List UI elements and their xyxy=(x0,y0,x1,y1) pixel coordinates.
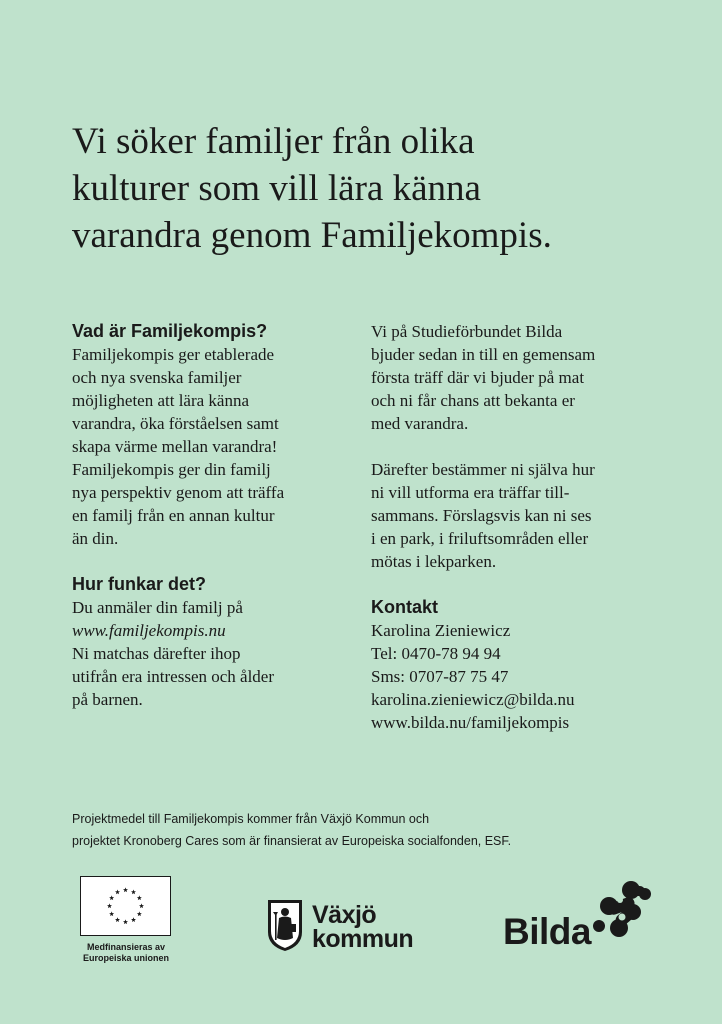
text-line: sammans. Förslagsvis kan ni ses xyxy=(371,506,592,525)
familjekompis-link[interactable]: www.familjekompis.nu xyxy=(72,621,226,640)
eu-star xyxy=(137,911,142,916)
text-line: än din. xyxy=(72,529,119,548)
headline-line: Vi söker familjer från olika xyxy=(72,121,475,162)
eu-star xyxy=(131,890,136,895)
headline-line: kulturer som vill lära känna xyxy=(72,168,481,209)
text-line: Ni matchas därefter ihop xyxy=(72,644,241,663)
eu-caption-line: Medfinansieras av xyxy=(86,942,166,952)
text-line: utifrån era intressen och ålder xyxy=(72,667,275,686)
right-column xyxy=(371,320,671,734)
text-line: ni vill utforma era träffar till- xyxy=(371,483,570,502)
text-line: möjligheten att lära känna xyxy=(72,391,250,410)
section-text-what xyxy=(72,343,357,550)
text-line: och ni får chans att bekanta er xyxy=(371,391,575,410)
eu-star xyxy=(123,887,128,892)
left-column xyxy=(72,320,357,711)
section-heading-what: Vad är Familjekompis? xyxy=(72,321,268,341)
text-line: Familjekompis ger etablerade xyxy=(72,345,275,364)
text-line: med varandra. xyxy=(371,414,469,433)
text-line: skapa värme mellan varandra! xyxy=(72,437,278,456)
eu-star xyxy=(115,890,120,895)
eu-star xyxy=(131,917,136,922)
text-line: på barnen. xyxy=(72,690,143,709)
text-line: varandra, öka förståelsen samt xyxy=(72,414,279,433)
vaxjo-wordmark xyxy=(312,903,413,951)
text-line: och nya svenska familjer xyxy=(72,368,242,387)
section-text-how xyxy=(72,596,357,711)
eu-star xyxy=(123,919,128,924)
funding-note xyxy=(72,808,672,852)
text-line: Vi på Studieförbundet Bilda xyxy=(371,322,563,341)
paragraph-invite xyxy=(371,320,671,435)
eu-star xyxy=(137,895,142,900)
contact-name: Karolina Zieniewicz xyxy=(371,621,511,640)
eu-star xyxy=(109,911,114,916)
contact-email-link[interactable]: karolina.zieniewicz@bilda.nu xyxy=(371,690,575,709)
text-line: Familjekompis ger din familj xyxy=(72,460,271,479)
text-line: nya perspektiv genom att träffa xyxy=(72,483,285,502)
text-line: Du anmäler din familj på xyxy=(72,598,243,617)
eu-star xyxy=(115,917,120,922)
bilda-wordmark: Bilda xyxy=(503,911,591,952)
section-heading-contact: Kontakt xyxy=(371,597,438,617)
text-line: Därefter bestämmer ni själva hur xyxy=(371,460,595,479)
bilda-mark-icon xyxy=(589,880,653,949)
eu-star xyxy=(139,903,144,908)
bilda-logo xyxy=(503,880,653,955)
section-heading-how: Hur funkar det? xyxy=(72,574,207,594)
eu-star xyxy=(107,903,112,908)
eu-star xyxy=(109,895,114,900)
contact-details xyxy=(371,619,671,734)
contact-phone[interactable]: Tel: 0470-78 94 94 xyxy=(371,644,501,663)
vaxjo-crest-icon xyxy=(266,898,304,957)
vaxjo-line: Växjö xyxy=(312,901,377,929)
funding-line: projektet Kronoberg Cares som är finansierat av Europeiska socialfonden, ESF. xyxy=(72,834,512,848)
text-line: mötas i lekparken. xyxy=(371,552,497,571)
text-line: bjuder sedan in till en gemensam xyxy=(371,345,596,364)
text-line: en familj från en annan kultur xyxy=(72,506,275,525)
eu-caption xyxy=(80,942,172,964)
headline-line: varandra genom Familjekompis. xyxy=(72,215,552,256)
contact-web-link[interactable]: www.bilda.nu/familjekompis xyxy=(371,713,570,732)
eu-logo xyxy=(80,876,173,964)
paragraph-meetings xyxy=(371,458,671,573)
vaxjo-kommun-logo xyxy=(266,899,413,955)
funding-line: Projektmedel till Familjekompis kommer från Växjö Kommun och xyxy=(72,812,430,826)
text-line: i en park, i friluftsområden eller xyxy=(371,529,589,548)
contact-sms[interactable]: Sms: 0707-87 75 47 xyxy=(371,667,509,686)
kommun-line: kommun xyxy=(312,925,414,953)
eu-flag-icon xyxy=(80,876,171,936)
eu-caption-line: Europeiska unionen xyxy=(82,953,169,963)
text-line: första träff där vi bjuder på mat xyxy=(371,368,585,387)
headline xyxy=(72,118,672,259)
